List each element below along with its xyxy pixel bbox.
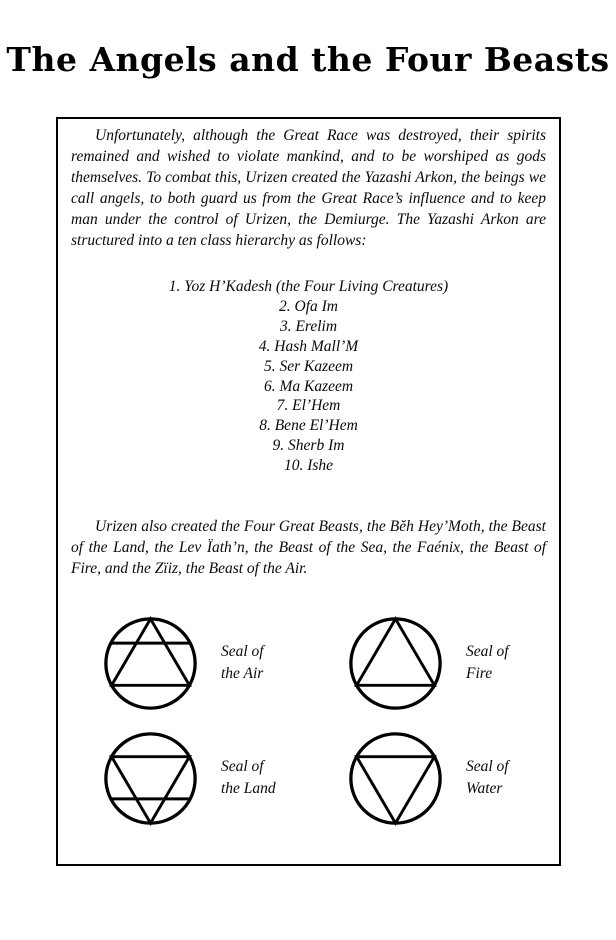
seals-grid bbox=[71, 615, 546, 827]
seal-label-line: the Land bbox=[221, 780, 276, 798]
seal-water-label bbox=[466, 756, 509, 801]
seal-label-line: Water bbox=[466, 780, 503, 798]
seal-land bbox=[102, 730, 347, 827]
seal-water bbox=[347, 730, 546, 827]
seal-fire-label bbox=[466, 641, 509, 686]
hierarchy-item-4: 4. Hash Mall’M bbox=[258, 337, 359, 355]
hierarchy-item-5: 5. Ser Kazeem bbox=[263, 357, 354, 375]
hierarchy-item-3: 3. Erelim bbox=[279, 318, 338, 336]
seal-land-label bbox=[221, 756, 276, 801]
seal-label-line: Seal of bbox=[221, 758, 264, 776]
seal-label-line: the Air bbox=[221, 665, 264, 683]
land-seal-icon bbox=[102, 730, 199, 827]
seal-air bbox=[102, 615, 347, 712]
page-title: The Angels and the Four Beasts bbox=[6, 40, 610, 79]
paragraph-four-beasts: Urizen also created the Four Great Beasts, the Bĕh Hey’Moth, the Beast of the Land, the Lev Ïath’n, the Beast of the Sea, the Faénix, the Beast of Fire, and the Zïiz, the Beast of the Air. bbox=[71, 517, 546, 577]
paragraph-great-race: Unfortunately, although the Great Race was destroyed, their spirits remained and wished to violate mankind, and to be worshiped as gods themselves. To combat this, Urizen created the Yazashi Arkon, the beings we call angels, to both guard us from the Great Race’s influence and to keep man under the control of Urizen, the Demiurge. The Yazashi Arkon are structured into a ten class hierarchy as follows: bbox=[71, 127, 546, 250]
seal-fire bbox=[347, 615, 546, 712]
air-seal-icon bbox=[102, 615, 199, 712]
seal-air-label bbox=[221, 641, 264, 686]
water-seal-icon bbox=[347, 730, 444, 827]
hierarchy-item-9: 9. Sherb Im bbox=[272, 437, 345, 455]
hierarchy-item-6: 6. Ma Kazeem bbox=[263, 377, 354, 395]
hierarchy-item-2: 2. Ofa Im bbox=[279, 298, 338, 316]
seal-label-line: Seal of bbox=[466, 643, 509, 661]
fire-seal-icon bbox=[347, 615, 444, 712]
hierarchy-item-1: 1. Yoz H’Kadesh (the Four Living Creatures) bbox=[168, 278, 449, 296]
hierarchy-list bbox=[71, 277, 546, 475]
hierarchy-item-8: 8. Bene El’Hem bbox=[259, 417, 358, 435]
seal-label-line: Seal of bbox=[466, 758, 509, 776]
hierarchy-item-7: 7. El’Hem bbox=[276, 397, 341, 415]
seal-label-line: Seal of bbox=[221, 643, 264, 661]
hierarchy-item-10: 10. Ishe bbox=[283, 456, 334, 474]
seal-label-line: Fire bbox=[466, 665, 493, 683]
content-box bbox=[56, 117, 561, 866]
